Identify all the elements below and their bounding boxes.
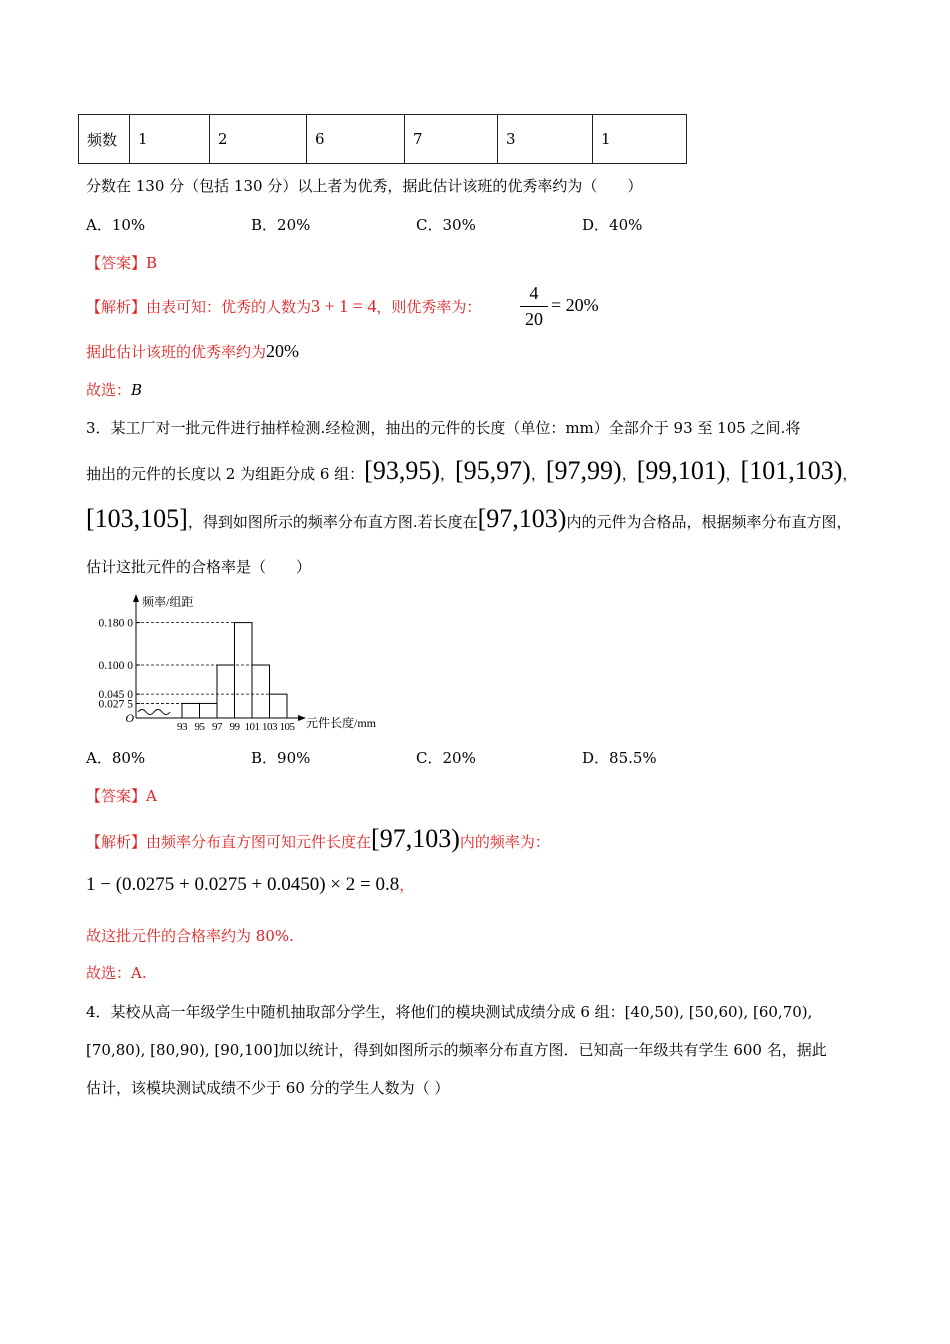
y-tick-label: 0.045 0: [98, 689, 133, 702]
q2-option-c: C．30%: [416, 216, 476, 234]
table-cell: 2: [210, 115, 307, 164]
qualified-interval: [97,103): [477, 504, 567, 533]
answer-tag: 【答案】: [86, 787, 147, 805]
q2-choose: [86, 379, 142, 400]
frequency-table: [78, 114, 687, 164]
q3-line-1: 3．某工厂对一批元件进行抽样检测.经检测，抽出的元件的长度（单位：mm）全部介于 93 至 105 之间.将: [86, 419, 801, 437]
y-tick-label: 0.100 0: [98, 660, 133, 672]
table-header-cell: 频数: [79, 115, 130, 164]
x-tick-label: 105: [279, 721, 295, 733]
frequency-histogram: [90, 590, 410, 740]
y-tick-label: 0.180 0: [98, 617, 133, 630]
table-cell: 6: [307, 115, 405, 164]
table-cell: 3: [498, 115, 593, 164]
q2-answer: [86, 252, 157, 273]
q2-option-b: B．20%: [251, 216, 311, 234]
histogram-bar: [270, 694, 288, 718]
x-tick-label: 97: [212, 721, 222, 733]
x-tick-label: 99: [229, 721, 240, 733]
q3-line-3-text-a: ，得到如图所示的频率分布直方图.若长度在: [187, 513, 478, 531]
estimate-text: 据此估计该班的优秀率约为: [86, 343, 267, 361]
fraction: [520, 283, 548, 330]
x-tick-label: 95: [194, 721, 205, 733]
fraction-numerator: 4: [529, 283, 539, 303]
q3-line-3-text-b: 内的元件为合格品，根据频率分布直方图，: [566, 513, 852, 531]
q3-conclusion: 故这批元件的合格率约为 80%.: [86, 927, 294, 945]
y-axis-arrow: [133, 594, 139, 602]
q3-option-c: C．20%: [416, 749, 476, 767]
interval-2: [95,97): [455, 456, 531, 485]
fraction-bar: [520, 306, 548, 307]
origin-label: O: [125, 711, 134, 725]
q3-formula: 1 − (0.0275 + 0.0275 + 0.0450) × 2 = 0.8: [86, 874, 400, 895]
interval-5: [101,103): [740, 456, 843, 485]
q3-analysis: [86, 826, 550, 852]
table-cell: 7: [405, 115, 498, 164]
analysis-interval: [97,103): [371, 824, 460, 853]
choose-label: 故选：: [86, 381, 132, 399]
q3-line-2: 抽出的元件的长度以 2 为组距分成 6 组：[93,95)，[95,97)，[97,99)，[99,101)，[101,103)，: [86, 456, 858, 485]
x-tick-label: 93: [177, 721, 187, 733]
analysis-tag: 【解析】: [86, 833, 147, 851]
answer-value: B: [146, 254, 158, 272]
x-axis-label: 元件长度/mm: [306, 716, 377, 730]
y-axis-label: 频率/组距: [142, 595, 194, 609]
interval-1: [93,95): [364, 456, 440, 485]
table-cell: 1: [130, 115, 210, 164]
q2-analysis: [86, 296, 481, 317]
q3-line-4: 估计这批元件的合格率是（ ）: [86, 558, 312, 576]
analysis-math: 3 + 1 = 4: [311, 296, 377, 316]
q4-line-3: 估计，该模块测试成绩不少于 60 分的学生人数为（ ）: [86, 1079, 450, 1097]
q3-line-3: [86, 506, 851, 532]
analysis-text-2: ，则优秀率为：: [376, 298, 482, 316]
interval-3: [97,99): [545, 456, 622, 485]
analysis-text: 由表可知：优秀的人数为: [146, 298, 312, 316]
choose-value: B: [131, 381, 143, 399]
axis-break-icon: [138, 710, 170, 715]
interval-6: [103,105]: [86, 504, 188, 533]
q3-option-b: B．90%: [251, 749, 311, 767]
fraction-denominator: 20: [525, 309, 543, 329]
q3-formula-tail: ，: [399, 876, 415, 894]
q2-option-d: D．40%: [582, 216, 643, 234]
table-cell: 1: [593, 115, 687, 164]
fraction-result: = 20%: [551, 295, 599, 315]
analysis-tag: 【解析】: [86, 298, 147, 316]
q3-choose: 故选：A.: [86, 964, 147, 982]
q4-line-1: 4．某校从高一年级学生中随机抽取部分学生，将他们的模块测试成绩分成 6 组：[40,50), [50,60), [60,70),: [86, 1003, 813, 1021]
q3-option-d: D．85.5%: [582, 749, 657, 767]
answer-value: A: [146, 787, 157, 805]
y-tick-label: 0.027 5: [98, 698, 133, 711]
q2-estimate: [86, 341, 299, 362]
analysis-text: 由频率分布直方图可知元件长度在: [146, 833, 372, 851]
histogram-bar: [182, 703, 200, 718]
q3-line-2-text: 抽出的元件的长度以 2 为组距分成 6 组：: [86, 465, 365, 483]
q3-formula-line: [86, 874, 414, 896]
table-row: [79, 115, 687, 164]
x-tick-label: 101: [244, 721, 260, 733]
q3-answer: [86, 785, 157, 806]
histogram-bar: [235, 623, 253, 718]
answer-tag: 【答案】: [86, 254, 147, 272]
q2-option-a: A．10%: [86, 216, 146, 234]
histogram-bar: [217, 665, 235, 718]
x-axis-arrow: [298, 715, 306, 721]
q4-line-2: [70,80), [80,90), [90,100]加以统计，得到如图所示的频率分布直方图．已知高一年级共有学生 600 名，据此: [86, 1041, 827, 1059]
x-tick-label: 103: [262, 721, 277, 733]
interval-4: [99,101): [636, 456, 726, 485]
histogram-bar: [252, 665, 270, 718]
q3-option-a: A．80%: [86, 749, 146, 767]
q2-stem: 分数在 130 分（包括 130 分）以上者为优秀，据此估计该班的优秀率约为（ ）: [86, 177, 643, 195]
estimate-value: 20%: [266, 341, 300, 361]
analysis-text-2: 内的频率为：: [459, 833, 550, 851]
histogram-bar: [200, 703, 218, 718]
